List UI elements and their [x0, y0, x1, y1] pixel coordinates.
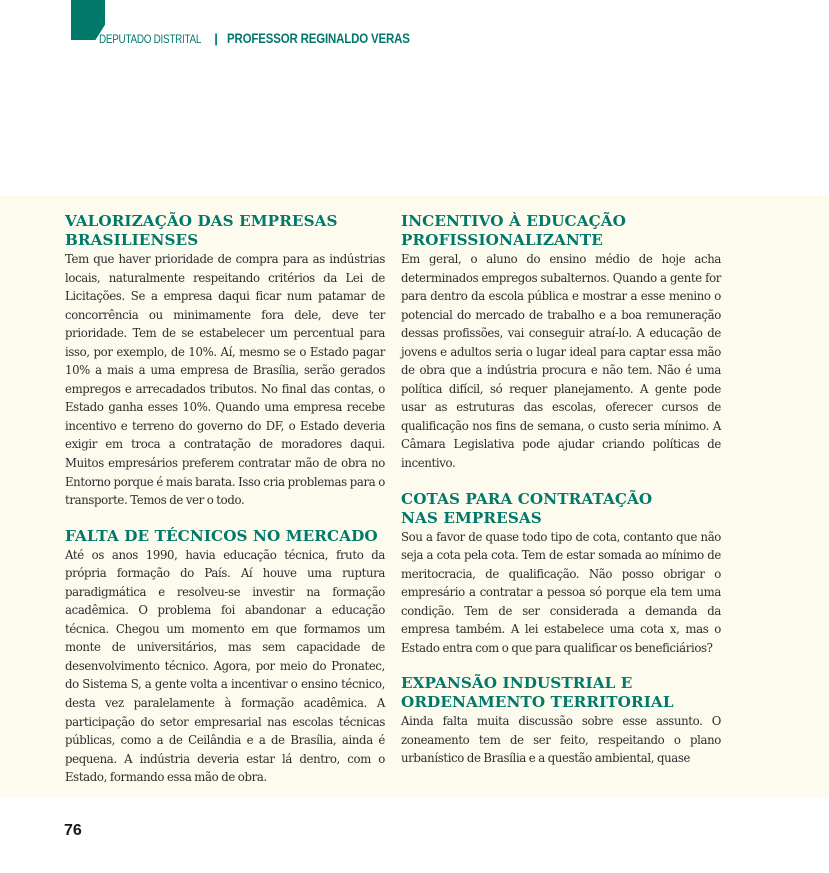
section-heading-line1: COTAS PARA CONTRATAÇÃO	[401, 489, 653, 508]
section-heading	[401, 674, 721, 712]
section-valorizacao	[65, 212, 385, 510]
section-falta-tecnicos	[65, 527, 385, 787]
header-label: DEPUTADO DISTRITAL	[99, 34, 202, 46]
section-cotas	[401, 490, 721, 658]
section-body: Tem que haver prioridade de compra para as indústrias locais, naturalmente respeitando critérios da Lei de Licitações. Se a empresa daqui ficar num patamar de concorrência ou minimamente fora dele, deve ter prioridade. Tem de se estabelecer um percentual para isso, por exemplo, de 10%. Aí, mesmo se o Estado pagar 10% a mais a uma empresa de Brasília, serão gerados empregos e arrecadados tributos. No final das contas, o Estado ganha esses 10%. Quando uma empresa recebe incentivo e terreno do governo do DF, o Estado deveria exigir em troca a contratação de moradores daqui. Muitos empresários preferem contratar mão de obra no Entorno porque é mais barata. Isso cria problemas para o transporte. Temos de ver o todo.	[65, 252, 385, 508]
section-heading	[401, 490, 721, 528]
section-heading-line1: VALORIZAÇÃO DAS EMPRESAS	[65, 212, 338, 230]
section-body: Sou a favor de quase todo tipo de cota, contanto que não seja a cota pela cota. Tem de estar somada ao mínimo de meritocracia, de qualificação. Não posso obrigar o empresário a contratar a pessoa só porque ela tem uma condição. Tem de ser considerada a demanda da empresa também. A lei estabelece uma cota x, mas o Estado entra com o que para qualificar os beneficiários?	[401, 529, 721, 655]
section-expansao-industrial	[401, 674, 721, 768]
left-column	[65, 212, 385, 787]
section-incentivo-educacao	[401, 212, 721, 473]
section-heading	[401, 212, 721, 250]
section-heading-line1: INCENTIVO À EDUCAÇÃO	[401, 212, 627, 230]
section-heading	[65, 212, 385, 250]
section-heading	[65, 527, 385, 546]
section-heading-line1: EXPANSÃO INDUSTRIAL E	[401, 674, 633, 693]
header-separator: |	[214, 31, 218, 46]
right-column	[401, 212, 721, 768]
section-heading-line1: FALTA DE TÉCNICOS NO MERCADO	[65, 526, 378, 545]
section-heading-line2: BRASILIENSES	[65, 231, 199, 249]
section-body: Ainda falta muita discussão sobre esse assunto. O zoneamento tem de ser feito, respeitando o plano urbanístico de Brasília e a questão ambiental, quase	[401, 714, 721, 766]
running-header	[99, 29, 450, 47]
header-name: PROFESSOR REGINALDO VERAS	[227, 30, 411, 46]
section-heading-line2: PROFISSIONALIZANTE	[401, 231, 603, 249]
page-number: 76	[64, 822, 82, 839]
section-heading-line2: NAS EMPRESAS	[401, 508, 542, 527]
section-body: Em geral, o aluno do ensino médio de hoje acha determinados empregos subalternos. Quando a gente for para dentro da escola pública e mostrar a esse menino o potencial do mercado de trabalho e a boa remuneração dessas profissões, vai conseguir atraí-lo. A educação de jovens e adultos seria o lugar ideal para captar essa mão de obra que a indústria procura e não tem. Não é uma política difícil, só requer planejamento. A gente pode usar as estruturas das escolas, oferecer cursos de qualificação nos fins de semana, o custo seria mínimo. A Câmara Legislativa pode ajudar criando políticas de incentivo.	[401, 252, 721, 471]
section-body: Até os anos 1990, havia educação técnica, fruto da própria formação do País. Aí houve uma ruptura paradigmática e resolveu-se investir na formação acadêmica. O problema foi abandonar a educação técnica. Chegou um momento em que formamos um monte de universitários, mas sem capacidade de desenvolvimento técnico. Agora, por meio do Pronatec, do Sistema S, a gente volta a incentivar o ensino técnico, desta vez paralelamente à formação acadêmica. A participação do setor empresarial nas escolas técnicas públicas, como a de Ceilândia e a de Brasília, ainda é pequena. A indústria deveria estar lá dentro, com o Estado, formando essa mão de obra.	[65, 547, 385, 785]
section-heading-line2: ORDENAMENTO TERRITORIAL	[401, 693, 674, 712]
